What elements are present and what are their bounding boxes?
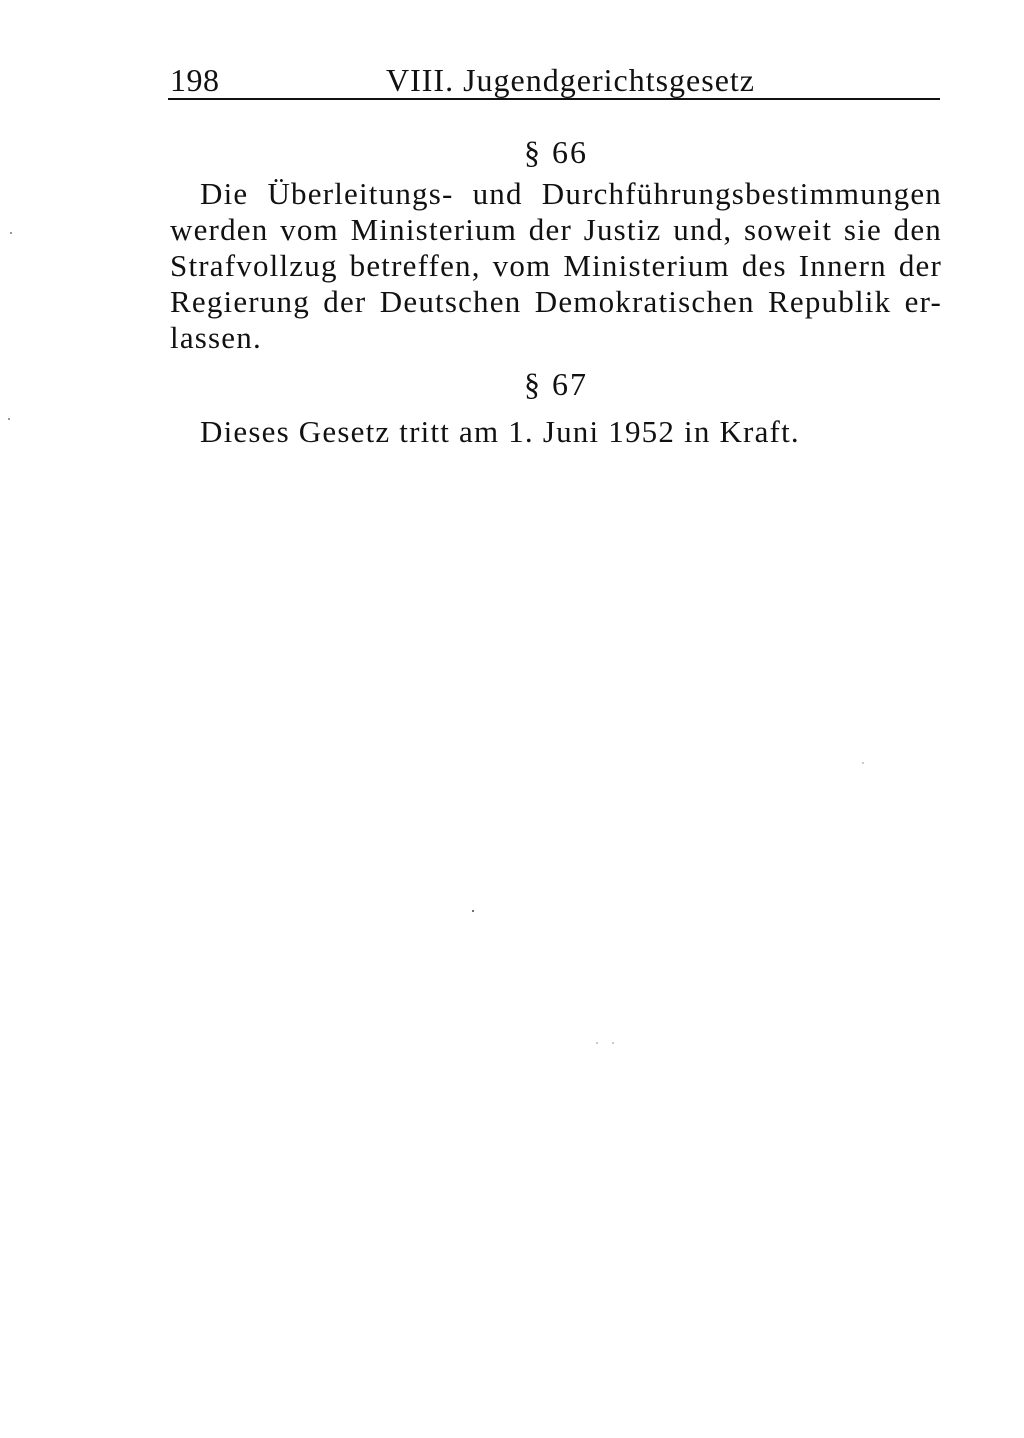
scan-speck [472,910,474,912]
paragraph-66-line: Strafvollzug betreffen, vom Ministerium des Innern der [170,248,942,283]
paragraph-67-line: Dieses Gesetz tritt am 1. Juni 1952 in Kraft. [200,414,800,449]
paragraph-66-line: Regierung der Deutschen Demokratischen Republik er- [170,284,942,319]
scan-speck [596,1042,598,1044]
section-heading-67: § 67 [524,366,588,402]
scan-speck [8,418,10,420]
section-heading-66: § 66 [524,134,588,170]
paragraph-66-line: Die Überleitungs- und Durchführungsbestimmungen [200,176,942,211]
running-head: VIII. Jugendgerichtsgesetz [386,62,755,98]
scan-speck [612,1042,614,1044]
scan-speck [862,762,864,764]
page-number: 198 [170,62,220,98]
header-rule [168,98,940,100]
scan-speck [10,232,12,234]
paragraph-66-line: werden vom Ministerium der Justiz und, soweit sie den [170,212,942,247]
paragraph-66-line: lassen. [170,320,262,355]
